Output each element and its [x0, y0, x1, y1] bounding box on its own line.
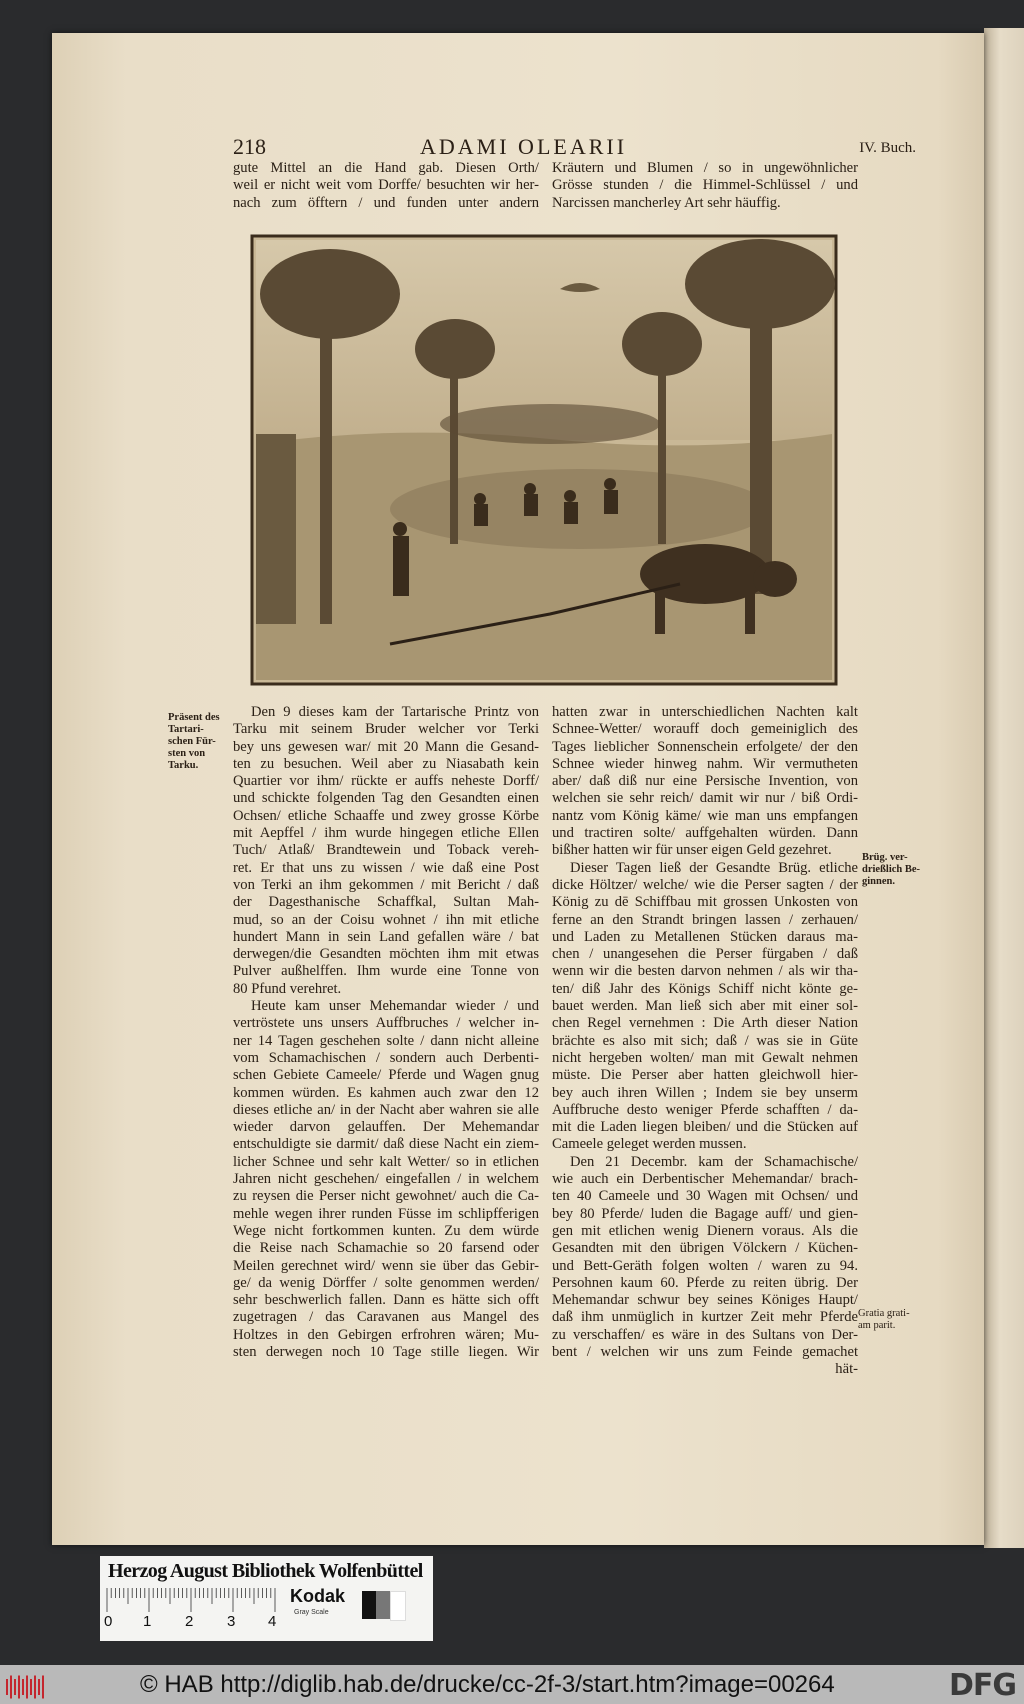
text-line: und Laden zu Metallenen Stücken daraus ma-: [552, 928, 858, 945]
top-left-text: [233, 160, 539, 212]
text-line: bent / welchen wir uns zum Feinde gemachet: [552, 1343, 858, 1360]
margin-note-line: ginnen.: [862, 876, 895, 887]
text-line: zu reysen die Perser nicht gewohnet/ auch die Ca-: [233, 1188, 539, 1205]
text-line: Cameele geleget werden mussen.: [552, 1136, 747, 1153]
text-line: bey auch ihren Willen ; Indem sie bey unserm: [552, 1084, 858, 1101]
text-line: Schnee wieder hinweg nahm. Wir vermutheten: [552, 755, 858, 772]
text-line: aber/ daß diß nur eine Persische Invention, von: [552, 773, 858, 790]
text-line: mit die Laden liegen bleiben/ und die Stücken auf: [552, 1119, 858, 1136]
ruler-scale: [103, 1586, 293, 1612]
text-line: gen mit etlichen wenig Dienern voraus. Als die: [552, 1222, 858, 1239]
ruler-number: 1: [143, 1613, 152, 1630]
text-line: König zu dē Schiffbau mit grossen Unkosten von: [552, 894, 858, 911]
text-line: Dieser Tagen ließ der Gesandte Brüg. etliche: [570, 859, 858, 876]
text-line: der Dagesthanische Schaffkal, Sultan Mah-: [233, 894, 539, 911]
logo-bar: [38, 1679, 40, 1695]
text-line: nach zum öfftern / und funden unter andern: [233, 194, 539, 211]
text-line: zu verschaffen/ es wäre in des Sultans von Der-: [552, 1326, 858, 1343]
engraving-illustration: [250, 234, 838, 686]
text-line: mehle wegen ihrer runden Füsse im schlipfferigen: [233, 1205, 539, 1222]
text-line: Tuch/ Atlaß/ Brandtewein und Toback vereh-: [233, 842, 539, 859]
gray-swatch-mid: [376, 1591, 390, 1619]
margin-note-brueg: [862, 852, 920, 888]
text-line: ge/ da wenig Dörffer / solte genommen werden/: [233, 1274, 539, 1291]
logo-bar: [6, 1679, 8, 1695]
text-line: entschuldigte sie darmit/ daß diese Nacht ein ziem-: [233, 1136, 539, 1153]
text-line: Kräutern und Blumen / so in ungewöhnlicher: [552, 160, 858, 176]
logo-bar: [18, 1676, 20, 1699]
ruler-number: 2: [185, 1613, 194, 1630]
logo-bar: [34, 1676, 36, 1699]
text-line: ten/ diß Jahr des Königs Schiff nicht könte ge-: [552, 980, 858, 997]
text-line: müste. Die Perser aber hatten gleichwoll hier-: [552, 1067, 858, 1084]
ruler-number: 3: [227, 1613, 236, 1630]
text-line: bey uns gewesen war/ mit 20 Mann die Gesand-: [233, 738, 539, 755]
text-line: wenn wir die besten darvon nehmen / als wir tha-: [552, 963, 858, 980]
text-line: ner 14 Tagen geschehen solte / dann nicht alleine: [233, 1032, 539, 1049]
text-line: bißher hatten wir für unser eigen Geld gezehret.: [552, 842, 832, 859]
text-line: Wege nicht fortkommen kunten. Zu dem würde: [233, 1222, 539, 1239]
gray-scale-label: Gray Scale: [294, 1609, 329, 1616]
text-line: Holtzes in den Gebirgen erfrohren wären; Mu-: [233, 1326, 539, 1343]
text-line: hundert Mann in sein Land gefallen wäre / bat: [233, 928, 539, 945]
text-line: sehr beschwerlich fallen. Dann es hätte sich offt: [233, 1292, 539, 1309]
text-line: Meilen gerechnet wird/ wenn sie über das Gebir-: [233, 1257, 539, 1274]
text-line: dieses etliche an/ in der Nacht aber wahren sie alle: [233, 1101, 539, 1118]
text-line: hatten zwar in unterschiedlichen Nachten kalt: [552, 704, 858, 720]
text-line: Persohnen kaum 60. Pferde zu reiten übrig. Der: [552, 1274, 858, 1291]
text-line: Heute kam unser Mehemandar wieder / und: [251, 998, 539, 1015]
text-line: ferne an den Strandt bringen lassen / zerhauen/: [552, 911, 858, 928]
text-line: bauet werden. Man ließ sich aber mit einer sol-: [552, 998, 858, 1015]
text-line: daß ihm unmüglich in kurtzer Zeit mehr Pferde: [552, 1309, 858, 1326]
text-line: Tarku mit seinem Bruder welcher vor Terki: [233, 721, 539, 738]
margin-note-line: drießlich Be-: [862, 864, 921, 875]
text-line: bey 80 Pferde/ luden die Bagage auff/ und gien-: [552, 1205, 858, 1222]
text-line: welchen sie sehr reich/ damit wir nur / biß Ordi-: [552, 790, 858, 807]
margin-note-line: Gratia grati-: [858, 1308, 910, 1319]
text-line: chen / unangesehen die Perser fürgaben / daß: [552, 946, 858, 963]
left-column-text: [233, 704, 539, 1361]
footer-copyright-link[interactable]: © HAB http://diglib.hab.de/drucke/cc-2f-3/start.htm?image=00264: [140, 1671, 835, 1698]
text-line: gute Mittel an die Hand gab. Diesen Orth/: [233, 160, 539, 176]
logo-bar: [30, 1679, 32, 1695]
text-line: weil er nicht weit vom Dorffe/ besuchten wir her-: [233, 177, 539, 194]
top-right-text: [552, 160, 858, 212]
text-line: Schnee-Wetter/ worauff doch gemeiniglich des: [552, 721, 858, 738]
text-line: brächte es also mit sich; daß / was sie in Güte: [552, 1032, 858, 1049]
text-line: Mehemandar schwur bey seines Königes Haupt/: [552, 1292, 858, 1309]
text-line: die Reise nach Schamachie so 20 farsend oder: [233, 1240, 539, 1257]
margin-note-line: am parit.: [858, 1320, 896, 1331]
text-line: sten derwegen noch 10 Tage stille liegen. Wir: [233, 1343, 539, 1360]
text-line: ret. Er that uns zu wissen / wie daß eine Post: [233, 859, 539, 876]
text-line: mit Aepffel / ihm wurde hingegen etliche Ellen: [233, 825, 539, 842]
text-line: und tractiren solte/ auffgehalten würden. Dann: [552, 825, 858, 842]
hab-logo-icon: [4, 1669, 46, 1699]
margin-note-line: Brüg. ver-: [862, 852, 908, 863]
text-line: zugetragen / das Caravanen aus Mangel des: [233, 1309, 539, 1326]
text-line: vom Schamachischen / sondern auch Derbenti-: [233, 1049, 539, 1066]
text-line: und Bett-Geräth folgen wolten / waren zu 94.: [552, 1257, 858, 1274]
text-line: Jahren nicht geschehen/ eingefallen / in welchem: [233, 1171, 539, 1188]
text-line: 80 Pfund verehret.: [233, 980, 342, 997]
margin-note-gratia: [858, 1308, 910, 1332]
margin-note-line: Präsent des: [168, 712, 220, 723]
text-line: ten 40 Cameele und 30 Wagen mit Ochsen/ und: [552, 1188, 858, 1205]
margin-note-line: Tarku.: [168, 760, 199, 771]
text-line: nantz vom König käme/ wie man uns empfangen: [552, 807, 858, 824]
text-line: Narcissen mancherley Art sehr häuffig.: [552, 194, 781, 211]
next-page-edge: [984, 28, 1024, 1548]
text-line: Den 21 Decembr. kam der Schamachische/: [570, 1153, 858, 1170]
text-line: vertröstete uns unsers Auffbruches / welcher in-: [233, 1015, 539, 1032]
dfg-logo: DFG: [948, 1668, 1016, 1703]
ruler-number: 0: [104, 1613, 113, 1630]
logo-bar: [14, 1679, 16, 1695]
text-line: schen Gebiete Cameele/ Pferde und Wagen gnug: [233, 1067, 539, 1084]
text-line: ten zu besuchen. Weil aber zu Niasabath kein: [233, 755, 539, 772]
text-line: Quartier vor ihm/ rückte er auffs neheste Dorff/: [233, 773, 539, 790]
text-line: und schickte folgenden Tag den Gesandten einen: [233, 790, 539, 807]
library-name: Herzog August Bibliothek Wolfenbüttel: [108, 1560, 423, 1582]
pond: [390, 469, 770, 549]
right-column-text: [552, 704, 858, 1379]
footer-bar: [0, 1665, 1024, 1704]
text-line: von Terki an ihm gekommen / mit Bericht / daß: [233, 876, 539, 893]
text-line: Grösse stunden / die Himmel-Schlüssel / und: [552, 177, 858, 194]
text-line: licher Schnee und sehr kalt Wetter/ so in etlichen: [233, 1153, 539, 1170]
ruler-number: 4: [268, 1613, 277, 1630]
logo-bar: [42, 1676, 44, 1699]
text-line: Gesandten mit den übrigen Völckern / Küchen-: [552, 1240, 858, 1257]
text-line: wie auch ein Derbentischer Mehemandar/ brach-: [552, 1171, 858, 1188]
text-line: kommen würden. Es kahmen auch zwar den 12: [233, 1084, 539, 1101]
text-line: dicke Höltzer/ welche/ wie die Perser sagten / der: [552, 876, 858, 893]
text-line: Den 9 dieses kam der Tartarische Printz von: [251, 704, 539, 720]
kodak-logo: Kodak: [290, 1586, 346, 1606]
gray-swatch-black: [362, 1591, 376, 1619]
margin-note-tarku: [168, 712, 220, 772]
text-line: wieder darvon gelauffen. Der Mehemandar: [233, 1119, 539, 1136]
margin-note-line: sten von: [168, 748, 206, 759]
gray-swatch-white: [390, 1591, 406, 1621]
text-line: Tages lieblicher Sonnenschein erfolgete/ der den: [552, 738, 858, 755]
logo-bar: [26, 1676, 28, 1699]
text-line: derwegen/die Gesandten möchten ihm mit etwas: [233, 946, 539, 963]
text-line: mud, so an der Coisu wohnet / ihn mit etliche: [233, 911, 539, 928]
running-title: ADAMI OLEARII: [420, 134, 628, 159]
building: [256, 434, 296, 624]
margin-note-line: schen Für-: [168, 736, 216, 747]
margin-note-line: Tartari-: [168, 724, 204, 735]
logo-bar: [22, 1679, 24, 1695]
library-label-card: [100, 1556, 433, 1641]
book-number: IV. Buch.: [859, 140, 916, 156]
text-line: nicht hergeben wolten/ man mit Gewalt nehmen: [552, 1049, 858, 1066]
page-number: 218: [233, 134, 266, 159]
logo-bar: [10, 1676, 12, 1699]
text-line: chen Regel vernehmen : Die Arth dieser Nation: [552, 1015, 858, 1032]
text-line: Ochsen/ etliche Schaaffe und zwey grosse Körbe: [233, 807, 539, 824]
text-line: hät-: [835, 1361, 858, 1378]
text-line: Auffbruche desto weniger Pferde schafften / da-: [552, 1101, 858, 1118]
text-line: Pulver außhelffen. Ihm wurde eine Tonne von: [233, 963, 539, 980]
